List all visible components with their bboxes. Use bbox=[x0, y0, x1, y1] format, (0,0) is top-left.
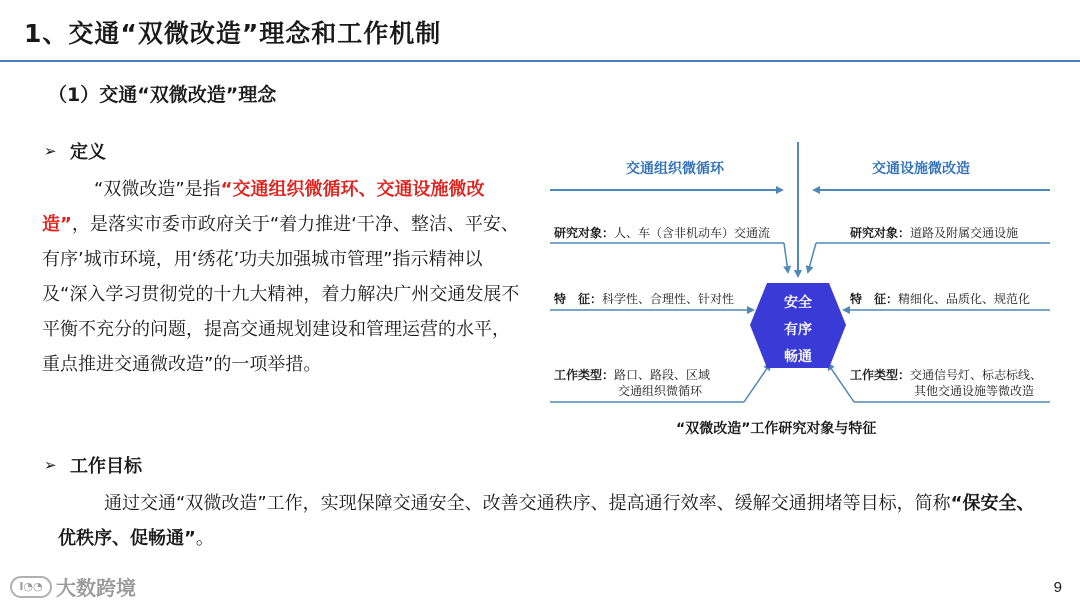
goal-heading bbox=[44, 452, 142, 478]
left-feature-label bbox=[554, 290, 734, 307]
right-research-key: 研究对象： bbox=[850, 226, 911, 240]
goal-text-before: 通过交通“双微改造”工作，实现保障交通安全、改善交通秩序、提高通行效率、缓解交通拥堵等目标，简称 bbox=[104, 493, 951, 514]
right-feature-label bbox=[850, 290, 1030, 307]
page-title: 1、交通“双微改造”理念和工作机制 bbox=[24, 19, 442, 48]
goal-heading-label: 工作目标 bbox=[70, 456, 142, 477]
left-type-value-1: 路口、路段、区域 bbox=[614, 368, 711, 382]
right-type-value-2: 其他交通设施等微改造 bbox=[914, 384, 1035, 398]
right-type-label bbox=[850, 366, 1042, 383]
arrow-bullet-icon: ➢ bbox=[44, 142, 57, 160]
left-type-value-2: 交通组织微循环 bbox=[618, 384, 703, 398]
definition-heading bbox=[44, 138, 106, 164]
logo-icon: I◔◔ bbox=[10, 576, 52, 598]
left-research-label bbox=[554, 224, 770, 241]
definition-text-after: ，是落实市委市政府关于“着力推进‘干净、整洁、平安、有序’城市环境，用‘绣花’功夫加强城市管理”指示精神以及“深入学习贯彻党的十九大精神，着力解决广州交通发展不平衡不充分的问题，提高交通规划建设和管理运营的水平，重点推进交通微改造”的一项举措。 bbox=[42, 214, 520, 375]
arrow-bullet-icon: ➢ bbox=[44, 456, 57, 474]
right-feature-key: 特 征： bbox=[850, 292, 899, 306]
left-feature-value: 科学性、合理性、针对性 bbox=[602, 292, 735, 306]
page-number: 9 bbox=[1053, 579, 1062, 596]
right-type-key: 工作类型： bbox=[850, 368, 911, 382]
goal-bold: “保安全、优秩序、促畅通” bbox=[58, 493, 1035, 549]
goal-text-after: 。 bbox=[195, 528, 214, 549]
right-heading: 交通设施微改造 bbox=[872, 161, 970, 177]
definition-text-before: “双微改造”是指 bbox=[94, 179, 221, 200]
hexagon-line-order: 有序 bbox=[784, 322, 812, 338]
right-feature-value: 精细化、品质化、规范化 bbox=[898, 292, 1031, 306]
right-research-value: 道路及附属交通设施 bbox=[910, 226, 1019, 240]
section-subtitle: （1）交通“双微改造”理念 bbox=[48, 84, 277, 106]
watermark-logo bbox=[10, 572, 136, 601]
left-heading: 交通组织微循环 bbox=[626, 161, 724, 177]
concept-diagram bbox=[548, 140, 1056, 410]
hexagon-line-safety: 安全 bbox=[784, 295, 812, 311]
right-type-value-1: 交通信号灯、标志标线、 bbox=[910, 368, 1043, 382]
left-type-label bbox=[554, 366, 710, 383]
logo-text: 大数跨境 bbox=[56, 576, 136, 600]
hexagon-text bbox=[768, 290, 828, 371]
goal-paragraph bbox=[58, 486, 1048, 556]
definition-heading-label: 定义 bbox=[70, 142, 106, 163]
definition-highlight: “交通组织微循环、交通设施微改造” bbox=[42, 179, 485, 235]
left-type-key: 工作类型： bbox=[554, 368, 615, 382]
hexagon-line-smooth: 畅通 bbox=[784, 349, 812, 365]
left-research-key: 研究对象： bbox=[554, 226, 615, 240]
left-feature-key: 特 征： bbox=[554, 292, 603, 306]
right-research-label bbox=[850, 224, 1018, 241]
definition-paragraph bbox=[42, 172, 524, 382]
left-research-value: 人、车（含非机动车）交通流 bbox=[614, 226, 771, 240]
title-divider bbox=[0, 60, 1080, 62]
figure-caption: “双微改造”工作研究对象与特征 bbox=[676, 421, 877, 437]
